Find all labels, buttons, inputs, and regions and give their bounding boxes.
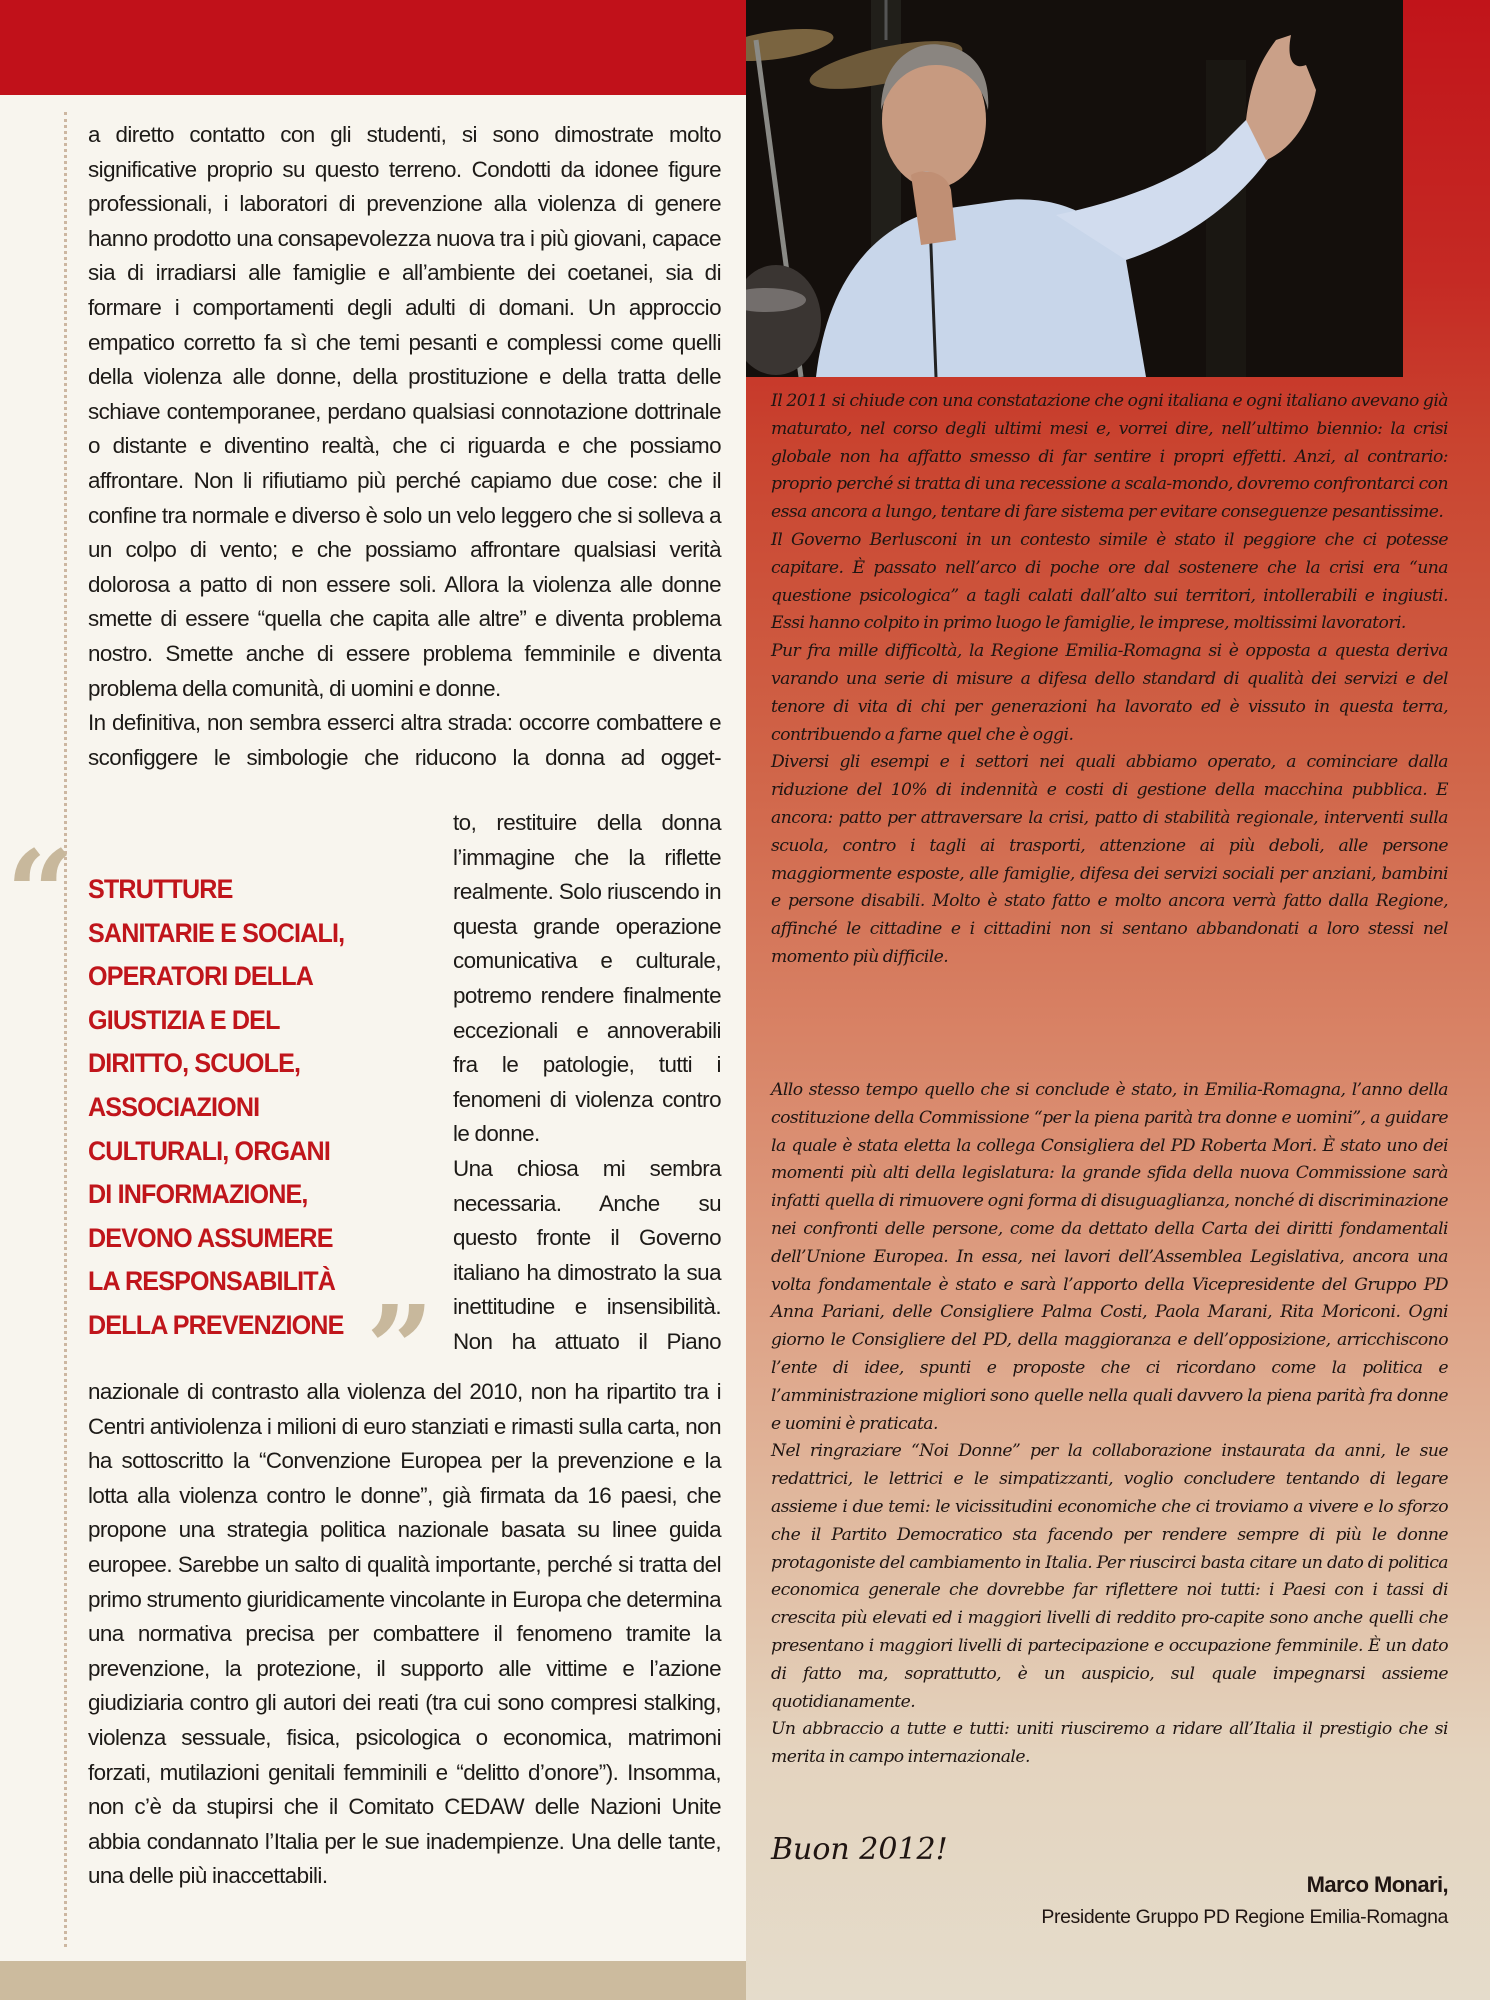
pull-quote-line: GIUSTIZIA E DEL — [88, 1004, 280, 1035]
speaker-photo — [746, 0, 1403, 377]
pull-quote-line: SANITARIE E SOCIALI, — [88, 917, 345, 948]
letter-paragraph: Il Governo Berlusconi in un contesto simile è stato il peggiore che ci potesse capitare. È passato nell’arco di poche ore dal sostenere che la crisi era “una questione psicologica” a tagli calati dall’alto sui territori, intollerabili e ingiusti. Essi hanno colpito in primo luogo le famiglie, le imprese, moltissimi lavoratori. — [771, 529, 1448, 634]
closing-greeting: Buon 2012! — [771, 1832, 948, 1867]
dotted-margin-rule — [64, 112, 67, 1947]
letter-block-2 — [771, 1077, 1448, 1772]
pull-quote-line: DELLA PREVENZIONE — [88, 1309, 344, 1340]
article-body-top — [88, 118, 721, 775]
pull-quote — [88, 868, 358, 1348]
letter-paragraph: Nel ringraziare “Noi Donne” per la collaborazione instaurata da anni, le sue redattrici, le lettrici e le simpatizzanti, voglio concludere tentando di legare assieme i due temi: le vicissitudini economiche che ci troviamo a vivere e lo sforzo che il Partito Democratico sta facendo per rendere sempre di più le donne protagoniste del cambiamento in Italia. Per riuscirci basta citare un dato di politica economica generale che dovrebbe far riflettere noi tutti: i Paesi con i tassi di crescita più elevati ed i maggiori livelli di reddito pro-capite sono anche quelli che presentano i maggiori livelli di partecipazione e occupazione femminile. È un dato di fatto ma, soprattutto, è un auspicio, sul quale impegnarsi assieme quotidianamente. — [771, 1441, 1448, 1712]
article-body-bottom — [88, 1375, 721, 1894]
signature-block — [1041, 1872, 1448, 1929]
article-paragraph: In definitiva, non sembra esserci altra strada: occorre combattere e sconfiggere le simbologie che riducono la donna ad ogget- — [88, 710, 721, 770]
pull-quote-line: STRUTTURE — [88, 874, 233, 904]
speaker-photo-illustration — [746, 0, 1403, 377]
open-quote-mark-icon: “ — [6, 824, 74, 963]
letter-paragraph: Un abbraccio a tutte e tutti: uniti riusciremo a ridare all’Italia il prestigio che si merita in campo internazionale. — [771, 1719, 1448, 1768]
pull-quote-line: OPERATORI DELLA — [88, 961, 314, 992]
bottom-color-bar — [0, 1961, 746, 2000]
close-quote-mark-icon: ” — [366, 1279, 434, 1418]
pull-quote-line: ASSOCIAZIONI — [88, 1091, 260, 1122]
signature-role: Presidente Gruppo PD Regione Emilia-Romagna — [1041, 1906, 1448, 1928]
pull-quote-line: LA RESPONSABILITÀ — [88, 1266, 336, 1297]
signature-name: Marco Monari, — [1306, 1872, 1448, 1897]
pull-quote-line: DI INFORMAZIONE, — [88, 1179, 308, 1210]
pull-quote-line: DEVONO ASSUMERE — [88, 1222, 333, 1253]
letter-block-1 — [771, 388, 1448, 972]
letter-paragraph: Il 2011 si chiude con una constatazione che ogni italiana e ogni italiano avevano già maturato, nel corso degli ultimi mesi e, vorrei dire, nell’ultimo biennio: la crisi globale non ha affatto smesso di far sentire i propri effetti. Anzi, al contrario: proprio perché si tratta di una recessione a scala-mondo, dovremo confrontarci con essa ancora a lungo, tentare di fare sistema per evitare conseguenze pesantissime. — [771, 391, 1448, 523]
article-paragraph: Una chiosa mi sembra necessaria. Anche su questo fronte il Governo italiano ha dimostrato la sua inettitudine e insensibilità. Non ha attuato il Piano — [453, 1155, 721, 1354]
letter-paragraph: Diversi gli esempi e i settori nei quali abbiamo operato, a cominciare dalla riduzione del 10% di indennità e costi di gestione della macchina pubblica. E ancora: patto per attraversare la crisi, patto di stabilità regionale, interventi sulla scuola, contro i tagli ai trasporti, attenzione ai più deboli, alle persone maggiormente esposte, alle famiglie, difesa dei servizi sociali per anziani, bambini e persone disabili. Molto è stato fatto e molto ancora verrà fatto dalla Regione, affinché le cittadine e i cittadini non si sentano abbandonati a loro stessi nel momento più difficile. — [771, 752, 1448, 967]
article-paragraph: nazionale di contrasto alla violenza del 2010, non ha ripartito tra i Centri antiviolenza i milioni di euro stanziati e rimasti sulla carta, non ha sottoscritto la “Convenzione Europea per la prevenzione e la lotta alla violenza contro le donne”, già firmata da 16 paesi, che propone una strategia politica nazionale basata su linee guida europee. Sarebbe un salto di qualità importante, perché si tratta del primo strumento giuridicamente vincolante in Europa che determina una normativa precisa per combattere il fenomeno tramite la prevenzione, la protezione, il supporto alle vittime e l’azione giudiziaria contro gli autori dei reati (tra cui sono compresi stalking, violenza sessuale, fisica, psicologica o economica, matrimoni forzati, mutilazioni genitali femminili e “delitto d’onore”). Insomma, non c’è da stupirsi che il Comitato CEDAW delle Nazioni Unite abbia condannato l’Italia per le sue inadempienze. Una delle tante, una delle più inaccettabili. — [88, 1379, 721, 1889]
letter-paragraph: Allo stesso tempo quello che si conclude è stato, in Emilia-Romagna, l’anno della costituzione della Commissione “per la piena parità tra donne e uomini”, a guidare la quale è stata eletta la collega Consigliera del PD Roberta Mori. È stato uno dei momenti più alti della legislatura: la grande sfida della nuova Commissione sarà infatti quella di rimuovere ogni forma di disuguaglianza, nonché di discriminazione nei confronti delle persone, come da dettato della Carta dei diritti fondamentali dell’Unione Europea. In essa, nei lavori dell’Assemblea Legislativa, ancora una volta fondamentale è stato e sarà l’apporto della Vicepresidente del Gruppo PD Anna Pariani, delle Consigliere Palma Costi, Paola Marani, Rita Moriconi. Ogni giorno le Consigliere del PD, della maggioranza e dell’opposizione, arricchiscono l’ente di idee, spunti e proposte che ci ricordano come la politica e l’amministrazione migliori sono quelle nella quali davvero la piena parità fra donne e uomini è praticata. — [771, 1080, 1448, 1434]
article-body-beside-quote — [453, 806, 721, 1360]
pull-quote-line: DIRITTO, SCUOLE, — [88, 1048, 301, 1079]
article-paragraph: a diretto contatto con gli studenti, si sono dimostrate molto significative proprio su questo terreno. Condotti da idonee figure professionali, i laboratori di prevenzione alla violenza di genere hanno prodotto una consapevolezza nuova tra i più giovani, capace sia di irradiarsi alle famiglie e all’ambiente dei coetanei, sia di formare i comportamenti degli adulti di domani. Un approccio empatico corretto fa sì che temi pesanti e complessi come quelli della violenza alle donne, della prostituzione e della tratta delle schiave contemporanee, perdano qualsiasi connotazione dottrinale o distante e diventino realtà, che ci riguarda e che possiamo affrontare. Non li rifiutiamo più perché capiamo due cose: che il confine tra normale e diverso è solo un velo leggero che si solleva a un colpo di vento; e che possiamo affrontare qualsiasi verità dolorosa a patto di non essere soli. Allora la violenza alle donne smette di essere “quella che capita alle altre” e diventa problema nostro. Smette anche di essere problema femminile e diventa problema della comunità, di uomini e donne. — [88, 122, 721, 701]
top-color-bar — [0, 0, 746, 95]
article-paragraph: to, restituire della donna l’immagine che la riflette realmente. Solo riuscendo in questa grande operazione comunicativa e culturale, potremo rendere finalmente eccezionali e annoverabili fra le patologie, tutti i fenomeni di violenza contro le donne. — [453, 810, 721, 1147]
letter-paragraph: Pur fra mille difficoltà, la Regione Emilia-Romagna si è opposta a questa deriva varando una serie di misure a difesa dello standard di qualità dei servizi e del tenore di vita di chi per generazioni ha lavorato ed è vissuto in questa terra, contribuendo a farne quel che è oggi. — [771, 641, 1448, 745]
pull-quote-line: CULTURALI, ORGANI — [88, 1135, 330, 1166]
